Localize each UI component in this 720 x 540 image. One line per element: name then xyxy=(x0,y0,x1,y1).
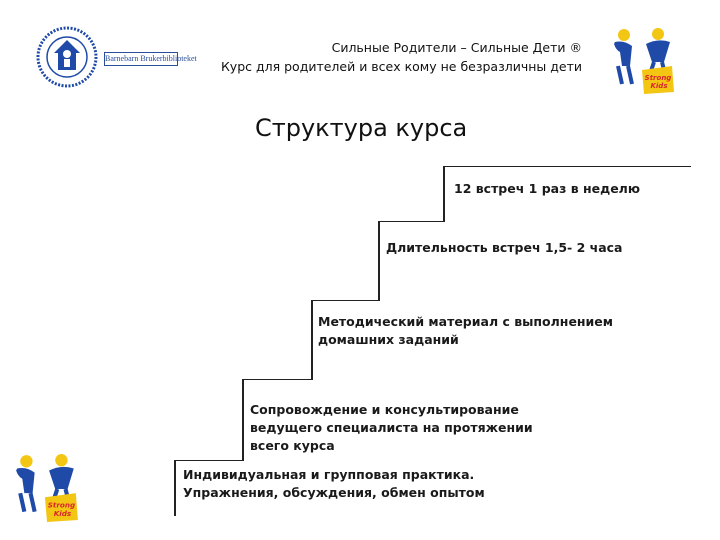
strong-kids-logo xyxy=(612,26,676,94)
step-meetings: 12 встреч 1 раз в неделю xyxy=(454,181,640,196)
svg-text:Kids: Kids xyxy=(650,82,668,90)
step-support: Сопровождение и консультирование ведущего специалиста на протяжении всего курса xyxy=(250,402,533,453)
partner-badge-logo: Barnebarn Brukerbiblioteket xyxy=(104,52,178,66)
strong-kids-logo-bottom xyxy=(14,452,80,522)
header-line-course: Курс для родителей и всех кому не безразличны дети xyxy=(220,59,582,74)
step-duration: Длительность встреч 1,5- 2 часа xyxy=(386,240,623,255)
svg-text:Strong: Strong xyxy=(47,500,76,510)
step-materials: Методический материал с выполнением домашних заданий xyxy=(318,314,614,347)
page-title: Структура курса xyxy=(255,114,468,142)
foundation-seal-logo xyxy=(36,26,98,88)
step-practice: Индивидуальная и групповая практика. Упражнения, обсуждения, обмен опытом xyxy=(183,467,485,500)
svg-text:Strong: Strong xyxy=(644,74,672,82)
svg-text:Kids: Kids xyxy=(53,508,72,518)
header-line-program: Сильные Родители – Сильные Дети ® xyxy=(331,40,582,55)
